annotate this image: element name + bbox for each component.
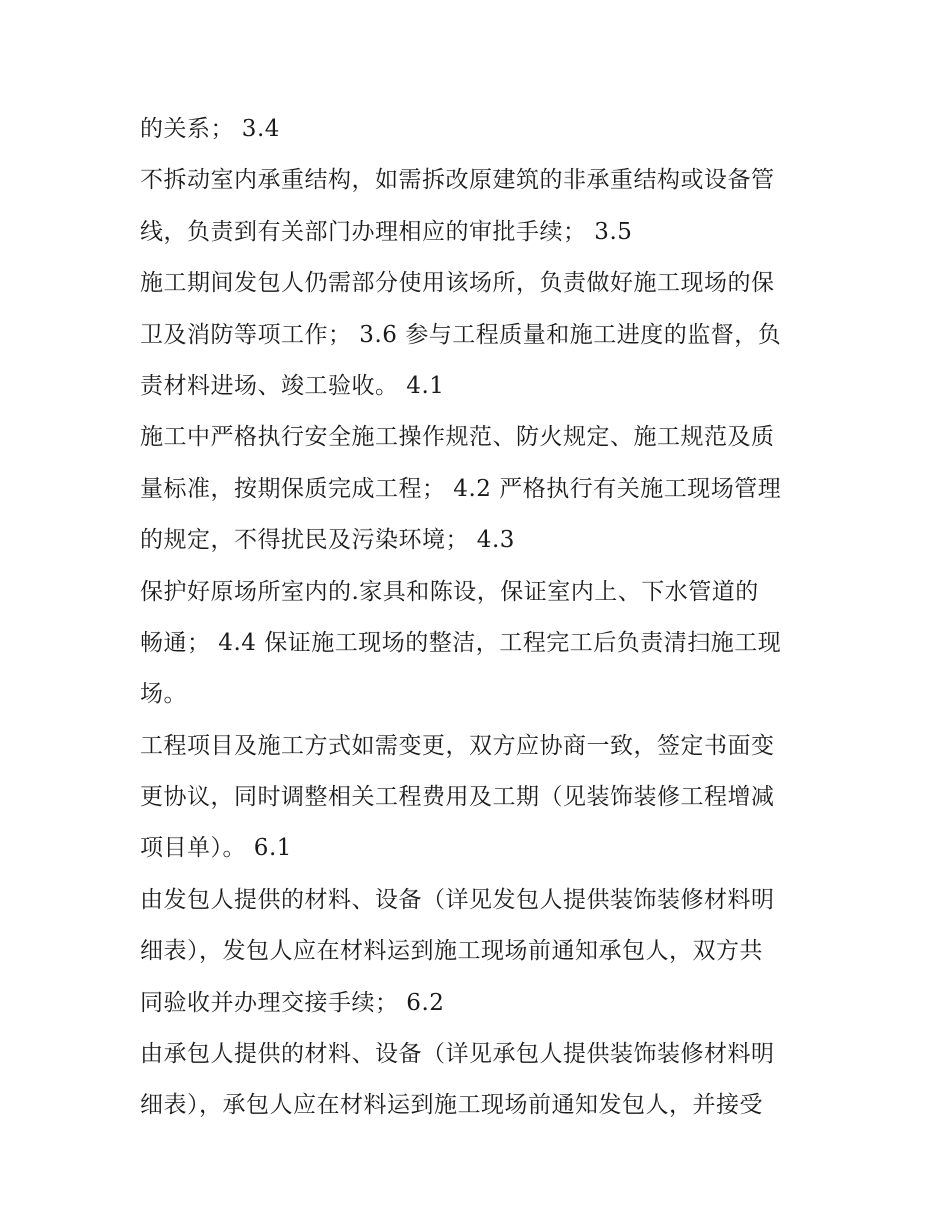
text-line: 不拆动室内承重结构，如需拆改原建筑的非承重结构或设备管	[140, 167, 775, 194]
text-line: 畅通； 4.4 保证施工现场的整洁，工程完工后负责清扫施工现	[140, 629, 782, 656]
text-line: 更协议，同时调整相关工程费用及工期（见装饰装修工程增减	[140, 784, 775, 811]
text-line: 由承包人提供的材料、设备（详见承包人提供装饰装修材料明	[140, 1041, 775, 1068]
text-line: 责材料进场、竣工验收。 4.1	[140, 372, 445, 399]
text-line: 保护好原场所室内的.家具和陈设，保证室内上、下水管道的	[140, 578, 759, 605]
text-line: 场。	[140, 681, 187, 708]
text-line: 同验收并办理交接手续； 6.2	[140, 989, 445, 1016]
text-line: 细表），承包人应在材料运到施工现场前通知发包人，并接受	[140, 1092, 763, 1119]
text-line: 施工期间发包人仍需部分使用该场所，负责做好施工现场的保	[140, 270, 775, 297]
text-line: 工程项目及施工方式如需变更，双方应协商一致，签定书面变	[140, 732, 775, 759]
text-line: 线，负责到有关部门办理相应的审批手续； 3.5	[140, 218, 633, 245]
text-line: 量标准，按期保质完成工程； 4.2 严格执行有关施工现场管理	[140, 475, 782, 502]
text-line: 施工中严格执行安全施工操作规范、防火规定、施工规范及质	[140, 424, 775, 451]
text-line: 项目单）。 6.1	[140, 835, 292, 862]
text-line: 由发包人提供的材料、设备（详见发包人提供装饰装修材料明	[140, 886, 775, 913]
text-line: 的规定，不得扰民及污染环境； 4.3	[140, 527, 515, 554]
body-text	[140, 104, 820, 1132]
text-line: 卫及消防等项工作； 3.6 参与工程质量和施工进度的监督，负	[140, 321, 782, 348]
text-line: 细表），发包人应在材料运到施工现场前通知承包人，双方共	[140, 938, 763, 965]
text-line: 的关系； 3.4	[140, 116, 280, 142]
